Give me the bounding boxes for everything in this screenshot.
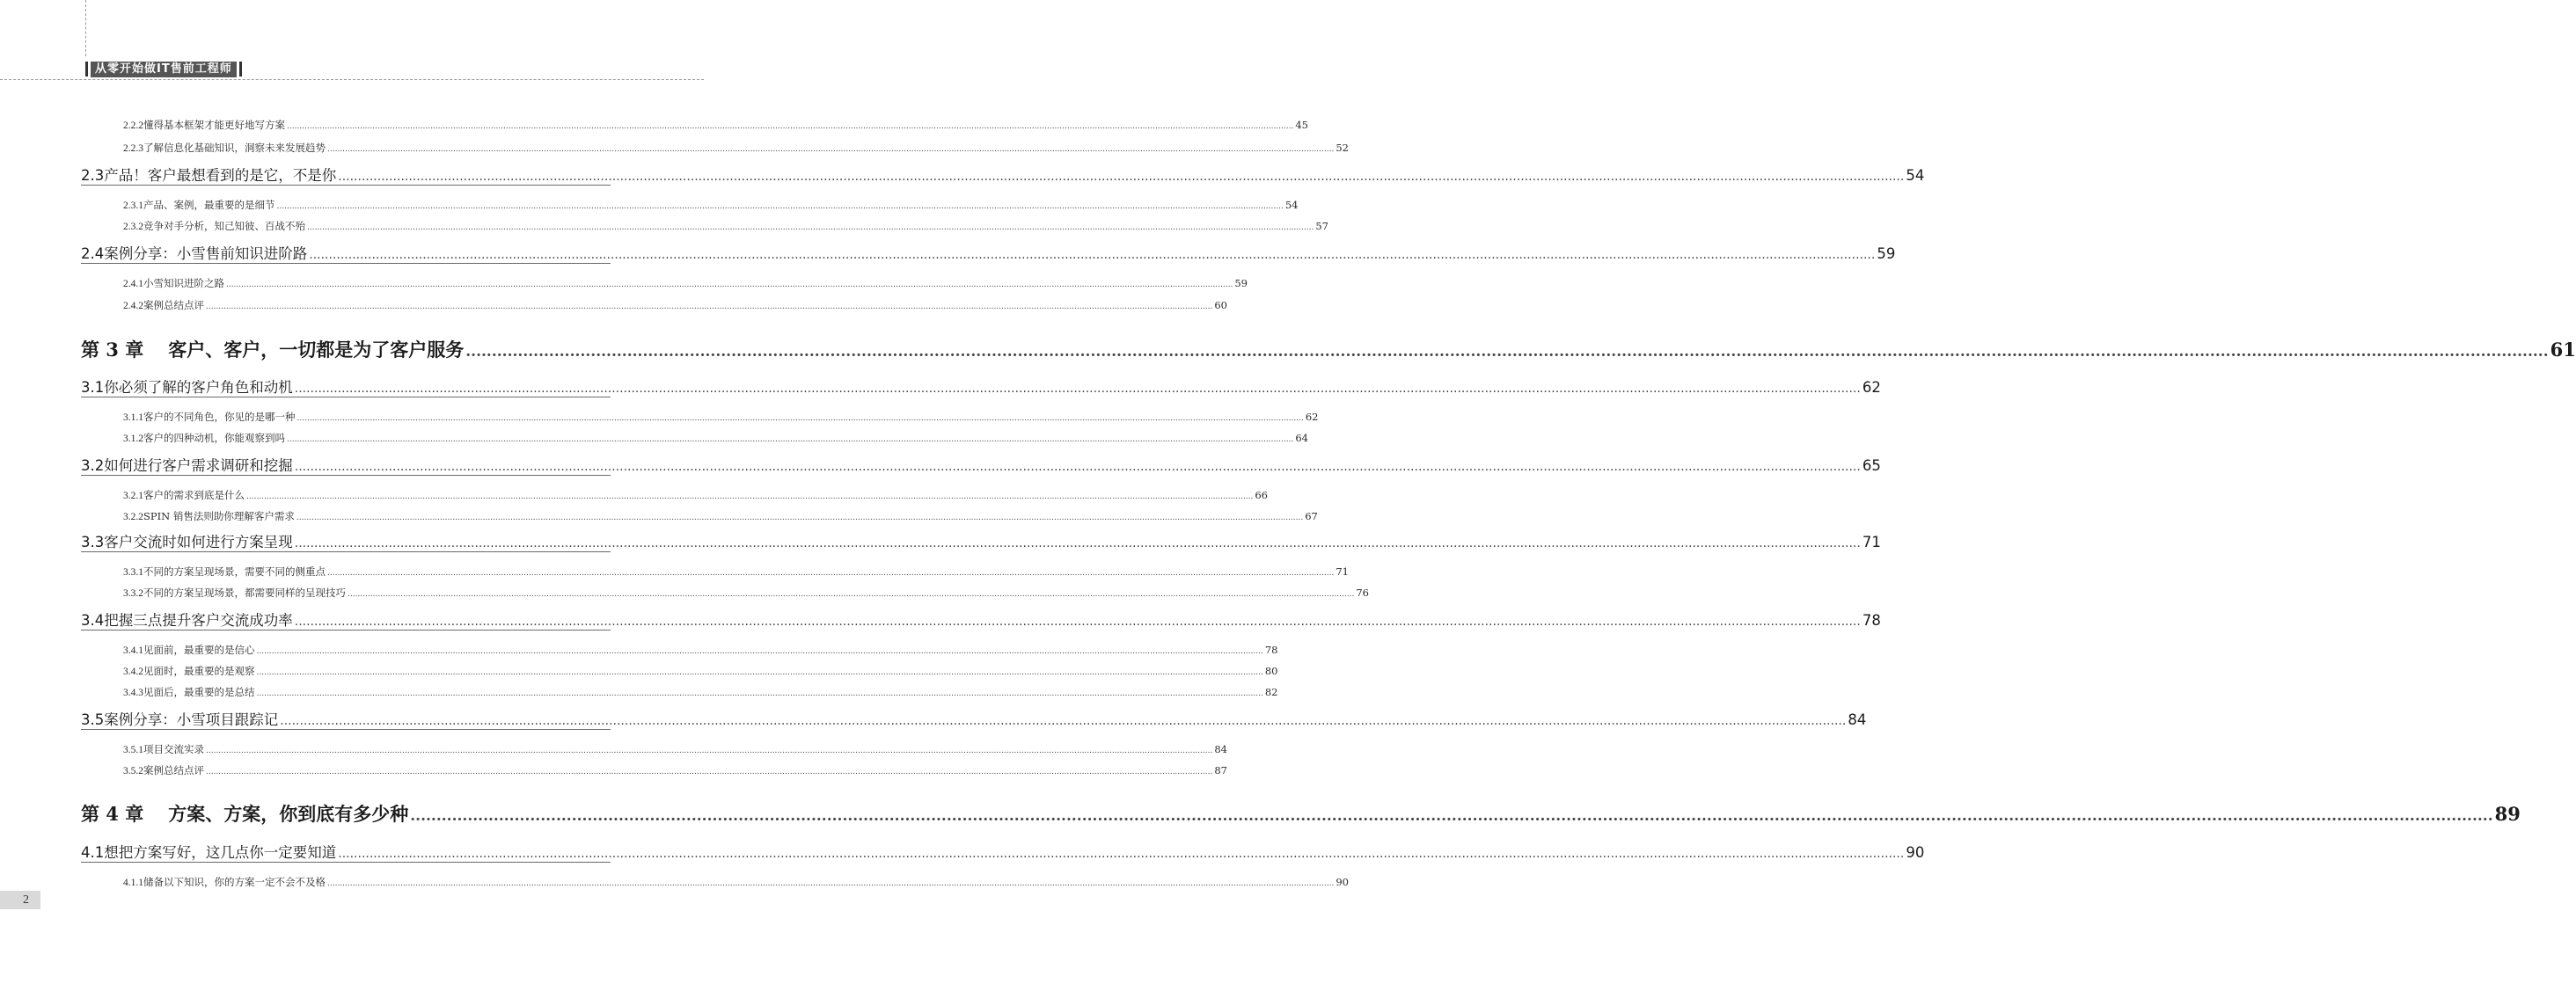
toc-entry-title: 产品！客户最想看到的是它，不是你 bbox=[104, 167, 337, 184]
toc-entry-title: 见面前，最重要的是信心 bbox=[143, 644, 255, 656]
toc-entry-page: 89 bbox=[2494, 803, 2521, 825]
toc-section-entry[interactable] bbox=[81, 242, 1896, 263]
toc-section-entry[interactable] bbox=[81, 375, 1881, 397]
section-divider bbox=[81, 185, 611, 186]
toc-leader-dots: ................................................................................................................................................................................................................................................................................................................................................................................................................ bbox=[309, 248, 1876, 262]
toc-leader-dots: ................................................................................................................................................................................................................................................................................................................................................................................................................ bbox=[226, 281, 1233, 289]
toc-entry-title: 见面后，最重要的是总结 bbox=[143, 686, 255, 698]
toc-entry-number: 3.2.2 bbox=[123, 512, 143, 522]
toc-entry-title: 竞争对手分析，知己知彼、百战不殆 bbox=[143, 220, 305, 232]
toc-section-entry[interactable] bbox=[81, 841, 1925, 862]
section-divider bbox=[81, 729, 611, 730]
toc-entry-title: 了解信息化基础知识，洞察未来发展趋势 bbox=[143, 142, 326, 154]
toc-entry-page: 90 bbox=[1906, 844, 1925, 861]
toc-entry-number: 3.5.2 bbox=[123, 766, 143, 776]
toc-entry-page: 78 bbox=[1264, 644, 1278, 656]
toc-entry-title: 案例分享：小雪售前知识进阶路 bbox=[104, 245, 308, 262]
toc-subsection-entry[interactable] bbox=[123, 141, 1349, 155]
toc-entry-page: 84 bbox=[1848, 711, 1867, 728]
toc-entry-number: 4.1 bbox=[81, 844, 105, 861]
toc-leader-dots: ................................................................................................................................................................................................................................................................................................................................................................................................................ bbox=[296, 414, 1304, 423]
toc-subsection-entry[interactable] bbox=[123, 410, 1319, 424]
toc-entry-title: 小雪知识进阶之路 bbox=[143, 277, 224, 289]
toc-leader-dots: ................................................................................................................................................................................................................................................................................................................................................................................................................ bbox=[338, 170, 1905, 184]
toc-entry-page: 59 bbox=[1234, 277, 1248, 289]
toc-entry-number: 3.3.1 bbox=[123, 567, 143, 578]
toc-subsection-entry[interactable] bbox=[123, 664, 1278, 678]
toc-entry-number: 3.4 bbox=[81, 612, 105, 629]
toc-entry-page: 61 bbox=[2550, 339, 2576, 361]
toc-entry-title: 懂得基本框架才能更好地写方案 bbox=[143, 119, 285, 131]
toc-entry-page: 45 bbox=[1295, 119, 1308, 131]
toc-entry-number: 3.2 bbox=[81, 457, 105, 474]
toc-leader-dots: ................................................................................................................................................................................................................................................................................................................................................................................................................ bbox=[256, 668, 1263, 677]
toc-section-entry[interactable] bbox=[81, 609, 1881, 630]
toc-entry-number: 2.3.2 bbox=[123, 222, 143, 232]
toc-entry-page: 65 bbox=[1862, 457, 1881, 474]
toc-leader-dots: ................................................................................................................................................................................................................................................................................................................................................................................................................ bbox=[296, 514, 1304, 522]
toc-entry-number: 3.1 bbox=[81, 379, 105, 396]
toc-entry-title: 方案、方案，你到底有多少种 bbox=[168, 803, 409, 825]
toc-leader-dots: ................................................................................................................................................................................................................................................................................................................................................................................................................ bbox=[256, 647, 1263, 656]
toc-subsection-entry[interactable] bbox=[123, 488, 1268, 502]
toc-subsection-entry[interactable] bbox=[123, 685, 1278, 699]
toc-entry-page: 57 bbox=[1315, 220, 1328, 232]
toc-entry-page: 64 bbox=[1295, 432, 1308, 444]
toc-entry-page: 76 bbox=[1356, 587, 1369, 599]
toc-leader-dots: ................................................................................................................................................................................................................................................................................................................................................................................................................ bbox=[294, 382, 1861, 396]
toc-entry-number: 第 4 章 bbox=[81, 803, 144, 825]
toc-subsection-entry[interactable] bbox=[123, 198, 1299, 212]
toc-entry-page: 80 bbox=[1264, 665, 1278, 677]
toc-entry-number: 3.3 bbox=[81, 534, 105, 550]
toc-entry-number: 3.2.1 bbox=[123, 491, 143, 501]
toc-subsection-entry[interactable] bbox=[123, 118, 1308, 132]
toc-section-entry[interactable] bbox=[81, 530, 1881, 551]
toc-entry-title: SPIN 销售法则助你理解客户需求 bbox=[143, 510, 295, 522]
toc-entry-title: 案例总结点评 bbox=[143, 764, 204, 776]
toc-entry-title: 案例总结点评 bbox=[143, 299, 204, 311]
toc-leader-dots: ................................................................................................................................................................................................................................................................................................................................................................................................................ bbox=[246, 492, 1254, 501]
toc-entry-page: 71 bbox=[1336, 565, 1349, 578]
toc-entry-number: 2.4 bbox=[81, 245, 105, 262]
toc-entry-title: 如何进行客户需求调研和挖掘 bbox=[104, 457, 293, 474]
toc-entry-title: 产品、案例，最重要的是细节 bbox=[143, 199, 275, 211]
toc-entry-page: 67 bbox=[1305, 510, 1318, 522]
toc-subsection-entry[interactable] bbox=[123, 643, 1278, 657]
toc-entry-page: 59 bbox=[1877, 245, 1896, 262]
section-divider bbox=[81, 862, 611, 863]
toc-entry-number: 2.3 bbox=[81, 167, 105, 184]
toc-entry-title: 案例分享：小雪项目跟踪记 bbox=[104, 711, 279, 728]
toc-entry-page: 62 bbox=[1862, 379, 1881, 396]
toc-section-entry[interactable] bbox=[81, 164, 1925, 185]
toc-entry-number: 第 3 章 bbox=[81, 339, 144, 361]
toc-leader-dots: ................................................................................................................................................................................................................................................................................................................................................................................................................ bbox=[256, 689, 1263, 698]
toc-leader-dots: ................................................................................................................................................................................................................................................................................................................................................................................................................ bbox=[294, 460, 1861, 474]
toc-subsection-entry[interactable] bbox=[123, 509, 1318, 523]
toc-entry-page: 66 bbox=[1255, 489, 1268, 501]
toc-subsection-entry[interactable] bbox=[123, 763, 1227, 777]
page-number: 2 bbox=[0, 891, 40, 909]
toc-entry-number: 3.5.1 bbox=[123, 745, 143, 755]
section-divider bbox=[81, 551, 611, 552]
toc-leader-dots: ................................................................................................................................................................................................................................................................................................................................................................................................................ bbox=[307, 223, 1314, 232]
toc-subsection-entry[interactable] bbox=[123, 219, 1328, 233]
toc-subsection-entry[interactable] bbox=[123, 875, 1349, 889]
toc-leader-dots: ................................................................................................................................................................................................................................................................................................................................................................................................................ bbox=[465, 343, 2549, 361]
toc-entry-title: 不同的方案呈现场景，都需要同样的呈现技巧 bbox=[143, 587, 346, 599]
toc-leader-dots: ................................................................................................................................................................................................................................................................................................................................................................................................................ bbox=[294, 615, 1861, 629]
toc-subsection-entry[interactable] bbox=[123, 276, 1248, 290]
toc-entry-number: 3.5 bbox=[81, 711, 105, 728]
toc-entry-number: 2.4.1 bbox=[123, 279, 143, 289]
toc-subsection-entry[interactable] bbox=[123, 565, 1349, 579]
toc-leader-dots: ................................................................................................................................................................................................................................................................................................................................................................................................................ bbox=[276, 202, 1284, 211]
toc-leader-dots: ................................................................................................................................................................................................................................................................................................................................................................................................................ bbox=[327, 879, 1335, 888]
toc-entry-title: 把握三点提升客户交流成功率 bbox=[104, 612, 293, 629]
toc-entry-number: 3.3.2 bbox=[123, 588, 143, 599]
toc-entry-number: 3.1.1 bbox=[123, 412, 143, 423]
toc-entry-number: 2.3.1 bbox=[123, 200, 143, 211]
toc-entry-page: 54 bbox=[1906, 167, 1925, 184]
toc-entry-page: 78 bbox=[1862, 612, 1881, 629]
toc-leader-dots: ................................................................................................................................................................................................................................................................................................................................................................................................................ bbox=[287, 435, 1294, 444]
toc-entry-number: 2.2.2 bbox=[123, 120, 143, 131]
toc-subsection-entry[interactable] bbox=[123, 586, 1369, 600]
toc-section-entry[interactable] bbox=[81, 708, 1867, 729]
toc-leader-dots: ................................................................................................................................................................................................................................................................................................................................................................................................................ bbox=[206, 302, 1213, 311]
toc-section-entry[interactable] bbox=[81, 454, 1881, 475]
toc-entry-title: 客户交流时如何进行方案呈现 bbox=[104, 534, 293, 550]
toc-leader-dots: ................................................................................................................................................................................................................................................................................................................................................................................................................ bbox=[327, 569, 1335, 578]
toc-entry-number: 2.4.2 bbox=[123, 301, 143, 311]
toc-leader-dots: ................................................................................................................................................................................................................................................................................................................................................................................................................ bbox=[287, 122, 1294, 131]
toc-subsection-entry[interactable] bbox=[123, 298, 1227, 312]
toc-entry-title: 见面时，最重要的是观察 bbox=[143, 665, 255, 677]
toc-subsection-entry[interactable] bbox=[123, 742, 1227, 756]
toc-leader-dots: ................................................................................................................................................................................................................................................................................................................................................................................................................ bbox=[206, 747, 1213, 755]
toc-entry-number: 3.4.2 bbox=[123, 667, 143, 677]
section-divider bbox=[81, 475, 611, 476]
toc-chapter-entry[interactable] bbox=[81, 800, 2521, 827]
toc-leader-dots: ................................................................................................................................................................................................................................................................................................................................................................................................................ bbox=[338, 847, 1905, 861]
toc-entry-number: 3.1.2 bbox=[123, 434, 143, 444]
toc-entry-title: 想把方案写好，这几点你一定要知道 bbox=[104, 844, 337, 861]
toc-leader-dots: ................................................................................................................................................................................................................................................................................................................................................................................................................ bbox=[280, 714, 1847, 728]
toc-leader-dots: ................................................................................................................................................................................................................................................................................................................................................................................................................ bbox=[348, 590, 1355, 599]
toc-subsection-entry[interactable] bbox=[123, 431, 1308, 445]
toc-entry-title: 你必须了解的客户角色和动机 bbox=[104, 379, 293, 396]
toc-entry-title: 客户的需求到底是什么 bbox=[143, 489, 245, 501]
toc-entry-page: 60 bbox=[1214, 299, 1227, 311]
running-header-title: 从零开始做IT售前工程师 bbox=[91, 62, 237, 77]
toc-entry-number: 3.4.3 bbox=[123, 688, 143, 698]
toc-entry-number: 2.2.3 bbox=[123, 143, 143, 154]
toc-entry-page: 87 bbox=[1214, 764, 1227, 776]
toc-entry-title: 项目交流实录 bbox=[143, 743, 204, 755]
toc-chapter-entry[interactable] bbox=[81, 336, 2576, 362]
toc-entry-title: 客户、客户，一切都是为了客户服务 bbox=[168, 339, 465, 361]
toc-entry-page: 62 bbox=[1305, 411, 1319, 423]
toc-entry-page: 90 bbox=[1336, 876, 1349, 888]
section-divider bbox=[81, 263, 611, 264]
toc-entry-page: 84 bbox=[1214, 743, 1227, 755]
toc-entry-title: 客户的四种动机，你能观察到吗 bbox=[143, 432, 285, 444]
toc-entry-number: 3.4.1 bbox=[123, 645, 143, 656]
toc-entry-number: 4.1.1 bbox=[123, 878, 143, 888]
toc-entry-title: 不同的方案呈现场景，需要不同的侧重点 bbox=[143, 565, 326, 578]
toc-leader-dots: ................................................................................................................................................................................................................................................................................................................................................................................................................ bbox=[327, 145, 1335, 154]
toc-leader-dots: ................................................................................................................................................................................................................................................................................................................................................................................................................ bbox=[410, 807, 2493, 825]
toc-entry-page: 54 bbox=[1284, 199, 1299, 211]
toc-entry-page: 52 bbox=[1336, 142, 1349, 154]
toc-entry-title: 储备以下知识，你的方案一定不会不及格 bbox=[143, 876, 326, 888]
toc-leader-dots: ................................................................................................................................................................................................................................................................................................................................................................................................................ bbox=[206, 768, 1213, 776]
toc-entry-page: 82 bbox=[1264, 686, 1278, 698]
toc-leader-dots: ................................................................................................................................................................................................................................................................................................................................................................................................................ bbox=[294, 536, 1861, 550]
toc-entry-title: 客户的不同角色，你见的是哪一种 bbox=[143, 411, 296, 423]
toc-entry-page: 71 bbox=[1862, 534, 1881, 550]
